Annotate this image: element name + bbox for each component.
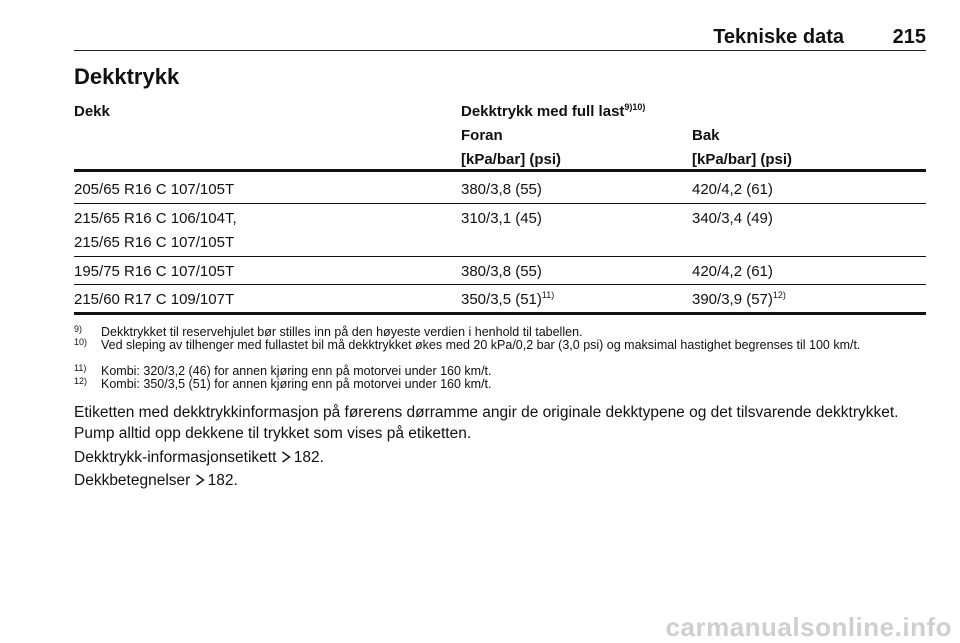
front-unit: [kPa/bar] (psi) <box>461 151 562 168</box>
cross-reference-label: Dekkbetegnelser <box>74 472 191 489</box>
row2-tyre-line2: 215/65 R16 C 107/105T <box>74 234 235 251</box>
cross-reference-label: Dekktrykk-informasjonsetikett <box>74 449 277 466</box>
footnote-mark: 10) <box>74 337 88 347</box>
cross-reference-2[interactable] <box>74 470 934 491</box>
row-divider <box>74 203 926 204</box>
row2-front: 310/3,1 (45) <box>461 210 542 227</box>
table-header-rule <box>74 169 926 172</box>
section-title: Dekktrykk <box>74 64 180 89</box>
rear-label: Bak <box>692 127 720 144</box>
row-divider <box>74 256 926 257</box>
row3-front: 380/3,8 (55) <box>461 263 542 280</box>
row4-rear: 390/3,9 $(57)^{12)}$ <box>692 290 786 308</box>
col-tyre-header: Dekk <box>74 103 110 120</box>
header-title: Tekniske data <box>713 26 844 48</box>
page-header <box>74 26 926 51</box>
footnote-mark: 9) <box>74 324 83 334</box>
front-label: Foran <box>461 127 503 144</box>
table-bottom-rule <box>74 312 926 315</box>
row4-front: 350/3,5 $(51)^{11)}$ <box>461 290 555 308</box>
col-pressure-header: Dekktrykk med full last$^{9)10)}$ <box>461 102 646 120</box>
row1-rear: 420/4,2 (61) <box>692 181 773 198</box>
footnote-text: Dekktrykket til reservehjulet bør stilles inn på den høyeste verdien i henhold til tabellen. <box>101 325 583 339</box>
footnote-text: Kombi: 350/3,5 (51) for annen kjøring enn på motorvei under 160 km/t. <box>101 377 492 391</box>
footnote-text: Ved sleping av tilhenger med fullastet bil må dekktrykket økes med 20 kPa/0,2 bar (3,0 psi) og maksimal hastighet begrenses til 100 km/t. <box>101 338 861 352</box>
cross-reference-1[interactable] <box>74 447 934 468</box>
row3-tyre: 195/75 R16 C 107/105T <box>74 263 235 280</box>
page-number: 215 <box>892 26 926 48</box>
footnote-mark: 12) <box>74 376 88 386</box>
row2-rear: 340/3,4 (49) <box>692 210 773 227</box>
footnote-mark: 11) <box>74 363 87 373</box>
page-reference-icon <box>195 474 205 486</box>
row-divider <box>74 284 926 285</box>
row3-rear: 420/4,2 (61) <box>692 263 773 280</box>
footnote-text: Kombi: 320/3,2 (46) for annen kjøring enn på motorvei under 160 km/t. <box>101 364 492 378</box>
cross-reference-page: 182. <box>293 449 324 466</box>
rear-unit: [kPa/bar] (psi) <box>692 151 793 168</box>
row1-front: 380/3,8 (55) <box>461 181 542 198</box>
body-paragraph: Etiketten med dekktrykkinformasjon på førerens dørramme angir de originale dekktypene og det tilsvarende dekktrykket. Pump alltid opp dekkene til trykket som vises på etiketten. <box>74 404 899 442</box>
row2-tyre: 215/65 R16 C 106/104T, <box>74 210 237 227</box>
row1-tyre: 205/65 R16 C 107/105T <box>74 181 235 198</box>
cross-reference-page: 182. <box>207 472 238 489</box>
watermark: carmanualsonline.info <box>665 612 952 642</box>
row4-tyre: 215/60 R17 C 109/107T <box>74 291 235 308</box>
page-reference-icon <box>281 451 291 463</box>
